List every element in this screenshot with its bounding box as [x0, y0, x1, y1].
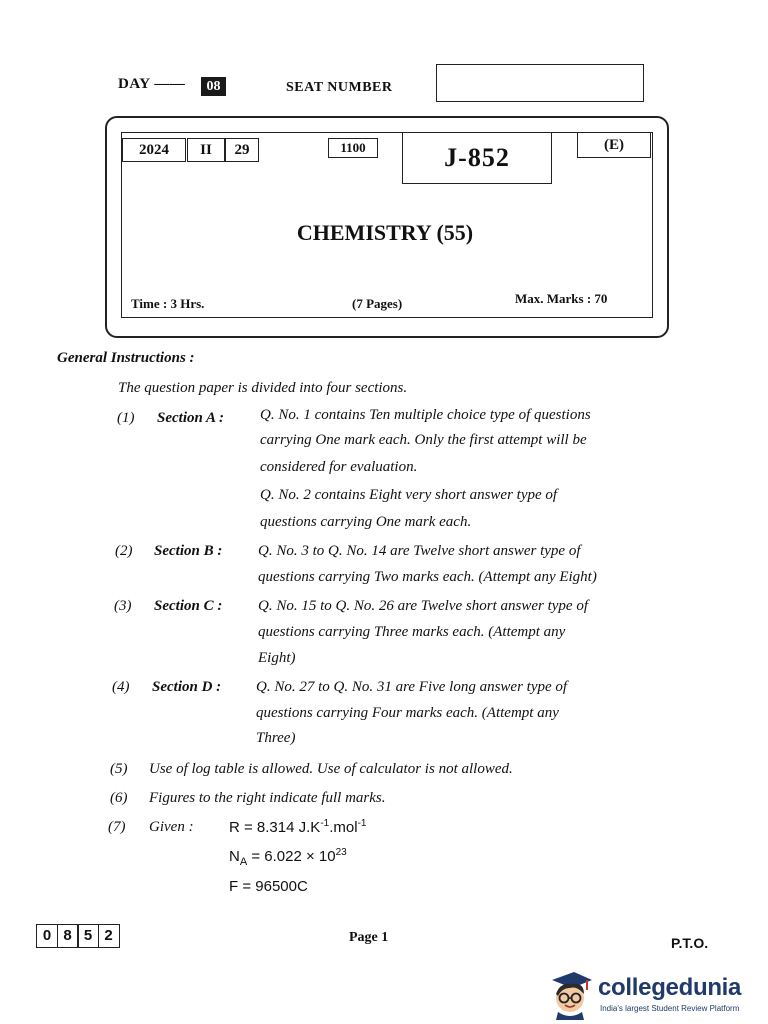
page-number: Page 1 — [349, 930, 389, 945]
instruction-number: (2) — [115, 543, 133, 559]
instruction-number: (3) — [114, 598, 132, 614]
instruction-text: Figures to the right indicate full marks. — [149, 790, 386, 806]
section-label: Section B : — [154, 543, 223, 559]
instruction-number: (6) — [110, 790, 128, 806]
exam-term: II — [187, 138, 225, 162]
exam-date: 29 — [225, 138, 259, 162]
instruction-line: carrying One mark each. Only the first attempt will be — [260, 432, 587, 448]
instruction-line: Three) — [256, 730, 296, 746]
instruction-text: Use of log table is allowed. Use of calculator is not allowed. — [149, 761, 513, 777]
instruction-line: Q. No. 2 contains Eight very short answer type of — [260, 487, 558, 503]
collegedunia-watermark — [546, 968, 766, 1020]
instruction-line: considered for evaluation. — [260, 459, 418, 475]
watermark-tagline: India's largest Student Review Platform — [600, 1004, 740, 1013]
instruction-number: (5) — [110, 761, 128, 777]
instruction-line: questions carrying Two marks each. (Attempt any Eight) — [258, 569, 597, 585]
student-mascot-icon — [546, 968, 596, 1020]
section-label: Section C : — [154, 598, 223, 614]
gas-constant: R = 8.314 $J.K^{-1}.mol^{-1}$ — [229, 818, 367, 836]
instruction-number: (7) — [108, 819, 126, 835]
instruction-line: Q. No. 3 to Q. No. 14 are Twelve short answer type of — [258, 543, 581, 559]
seat-number-label: SEAT NUMBER — [286, 80, 393, 95]
instruction-number: (1) — [117, 410, 135, 426]
section-label: Section D : — [152, 679, 222, 695]
exam-year: 2024 — [122, 138, 186, 162]
pto-label: P.T.O. — [671, 935, 709, 951]
section-label: Section A : — [157, 410, 224, 426]
subject-title: CHEMISTRY (55) — [296, 220, 474, 245]
seat-number-box — [436, 64, 644, 102]
code-digit: 2 — [98, 924, 120, 948]
paper-code-digits — [36, 924, 118, 948]
paper-code: J-852 — [402, 132, 552, 184]
instruction-line: Q. No. 27 to Q. No. 31 are Five long answer type of — [256, 679, 568, 695]
given-label: Given : — [149, 819, 194, 835]
instruction-line: questions carrying One mark each. — [260, 514, 472, 530]
code-digit: 5 — [77, 924, 99, 948]
avogadro-number: $N_A = 6.022 \times 10^{23}$ — [229, 847, 347, 868]
code-digit: 8 — [57, 924, 79, 948]
instruction-number: (4) — [112, 679, 130, 695]
instruction-line: Q. No. 15 to Q. No. 26 are Twelve short answer type of — [258, 598, 588, 614]
exam-duration: Time : 3 Hrs. — [131, 296, 205, 311]
page-count: (7 Pages) — [352, 296, 403, 311]
instruction-line: questions carrying Three marks each. (Attempt any — [258, 624, 566, 640]
instruction-line: questions carrying Four marks each. (Attempt any — [256, 705, 559, 721]
faraday-constant: F = 96500C — [229, 878, 308, 895]
day-label: DAY —— — [118, 76, 186, 92]
instructions-intro: The question paper is divided into four sections. — [118, 380, 408, 396]
watermark-brand-name: collegedunia — [598, 974, 742, 1001]
instruction-line: Eight) — [258, 650, 296, 666]
day-number: 08 — [201, 77, 226, 96]
instructions-heading: General Instructions : — [57, 350, 195, 366]
instruction-line: Q. No. 1 contains Ten multiple choice type of questions — [260, 407, 591, 423]
paper-medium: (E) — [577, 132, 651, 158]
exam-time-code: 1100 — [328, 138, 378, 158]
code-digit: 0 — [36, 924, 58, 948]
max-marks: Max. Marks : 70 — [515, 291, 608, 306]
